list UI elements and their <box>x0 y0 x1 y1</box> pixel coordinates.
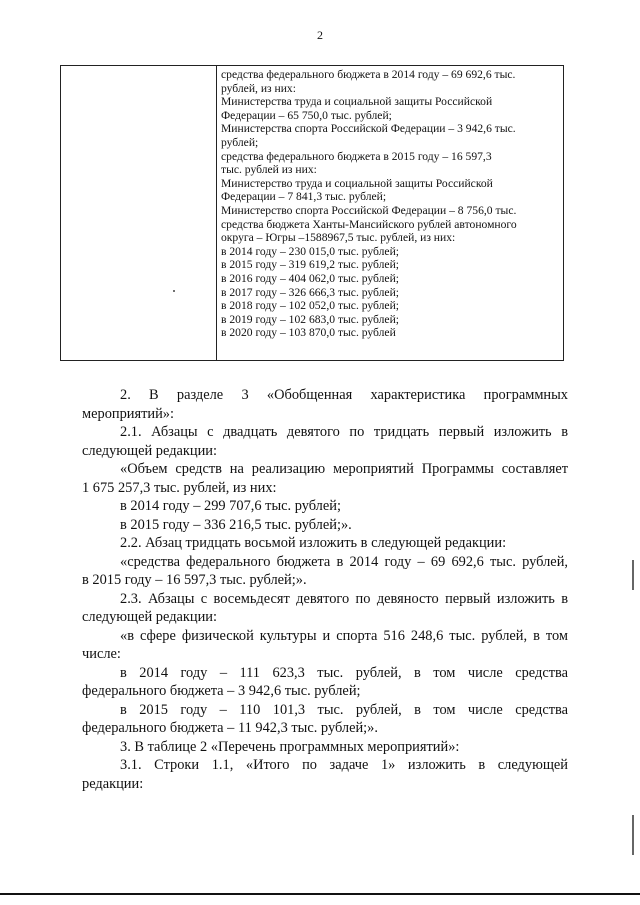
quote-1-line4: в 2015 году – 336 216,5 тыс. рублей;». <box>120 516 352 533</box>
scan-edge-mark <box>632 560 634 590</box>
table-cell-line: средства федерального бюджета в 2014 году – 69 692,6 тыс. <box>221 68 516 81</box>
quote-2-line2: в 2015 году – 16 597,3 тыс. рублей;». <box>82 572 307 588</box>
quote-3-line3: в 2014 году – 111 623,3 тыс. рублей, в том числе средства <box>120 664 568 681</box>
table-cell-line: Министерство труда и социальной защиты Российской <box>221 176 493 190</box>
table-cell-line: в 2015 году – 319 619,2 тыс. рублей; <box>221 258 400 272</box>
quote-3-line2: числе: <box>82 646 121 662</box>
bottom-rule <box>0 893 640 895</box>
table-cell-line: в 2014 году – 230 015,0 тыс. рублей; <box>221 244 400 258</box>
table-left-cell <box>61 66 217 361</box>
table-cell-line: Федерации – 7 841,3 тыс. рублей; <box>221 190 387 204</box>
table-cell-line: тыс. рублей из них: <box>221 163 317 177</box>
paragraph-2-3-line2: следующей редакции: <box>82 609 217 625</box>
stray-dot <box>173 290 175 292</box>
quote-1-line2: 1 675 257,3 тыс. рублей, из них: <box>82 479 277 496</box>
paragraph-3-1-line1: 3.1. Строки 1.1, «Итого по задаче 1» изложить в следующей <box>120 757 568 773</box>
paragraph-2-3-line1: 2.3. Абзацы с восемьдесят девятого по девяносто первый изложить в <box>120 590 568 607</box>
table-cell-line: в 2016 году – 404 062,0 тыс. рублей; <box>221 271 400 285</box>
table-cell-line: Министерства труда и социальной защиты Российской <box>221 95 493 109</box>
paragraph-3: 3. В таблице 2 «Перечень программных мероприятий»: <box>120 738 460 755</box>
scan-edge-mark <box>632 815 634 855</box>
quote-1-line3: в 2014 году – 299 707,6 тыс. рублей; <box>120 498 341 514</box>
quote-3-line5: в 2015 году – 110 101,3 тыс. рублей, в том числе средства <box>120 701 568 718</box>
quote-3-line1: «в сфере физической культуры и спорта 516 248,6 тыс. рублей, в том <box>120 627 568 644</box>
table-cell-lines <box>221 68 559 340</box>
table-cell-line: Министерство спорта Российской Федерации – 8 756,0 тыс. <box>221 203 517 217</box>
table-cell-line: в 2017 году – 326 666,3 тыс. рублей; <box>221 285 400 299</box>
table-cell-line: рублей, из них: <box>221 81 296 95</box>
table-cell-line: Федерации – 65 750,0 тыс. рублей; <box>221 108 392 122</box>
table-cell-line: средства федерального бюджета в 2015 году – 16 597,3 <box>221 149 492 163</box>
page-number: 2 <box>317 28 323 42</box>
table-cell-line: в 2020 году – 103 870,0 тыс. рублей <box>221 326 396 340</box>
table-right-cell <box>217 66 564 361</box>
quote-2-line1: «средства федерального бюджета в 2014 году – 69 692,6 тыс. рублей, <box>120 553 568 570</box>
paragraph-2-line1: 2. В разделе 3 «Обобщенная характеристика программных <box>120 387 568 403</box>
table-cell-line: средства бюджета Ханты-Мансийского рублей автономного <box>221 217 517 231</box>
table-cell-line: Министерства спорта Российской Федерации – 3 942,6 тыс. <box>221 122 516 136</box>
paragraph-2-1-line1: 2.1. Абзацы с двадцать девятого по тридцать первый изложить в <box>120 424 568 440</box>
body-text <box>82 386 568 793</box>
table-cell-line: в 2018 году – 102 052,0 тыс. рублей; <box>221 299 400 313</box>
paragraph-2-line2: мероприятий»: <box>82 405 174 422</box>
paragraph-2-2: 2.2. Абзац тридцать восьмой изложить в следующей редакции: <box>120 535 507 551</box>
table-cell-line: округа – Югры –1588967,5 тыс. рублей, из них: <box>221 231 456 245</box>
paragraph-2-1-line2: следующей редакции: <box>82 442 217 459</box>
quote-3-line4: федерального бюджета – 3 942,6 тыс. рублей; <box>82 683 361 699</box>
budget-table <box>60 65 564 361</box>
table-cell-line: рублей; <box>221 135 259 149</box>
paragraph-3-1-line2: редакции: <box>82 775 144 792</box>
table-cell-line: в 2019 году – 102 683,0 тыс. рублей; <box>221 312 400 326</box>
quote-3-line6: федерального бюджета – 11 942,3 тыс. рублей;». <box>82 720 378 736</box>
quote-1-line1: «Объем средств на реализацию мероприятий Программы составляет <box>120 461 568 477</box>
